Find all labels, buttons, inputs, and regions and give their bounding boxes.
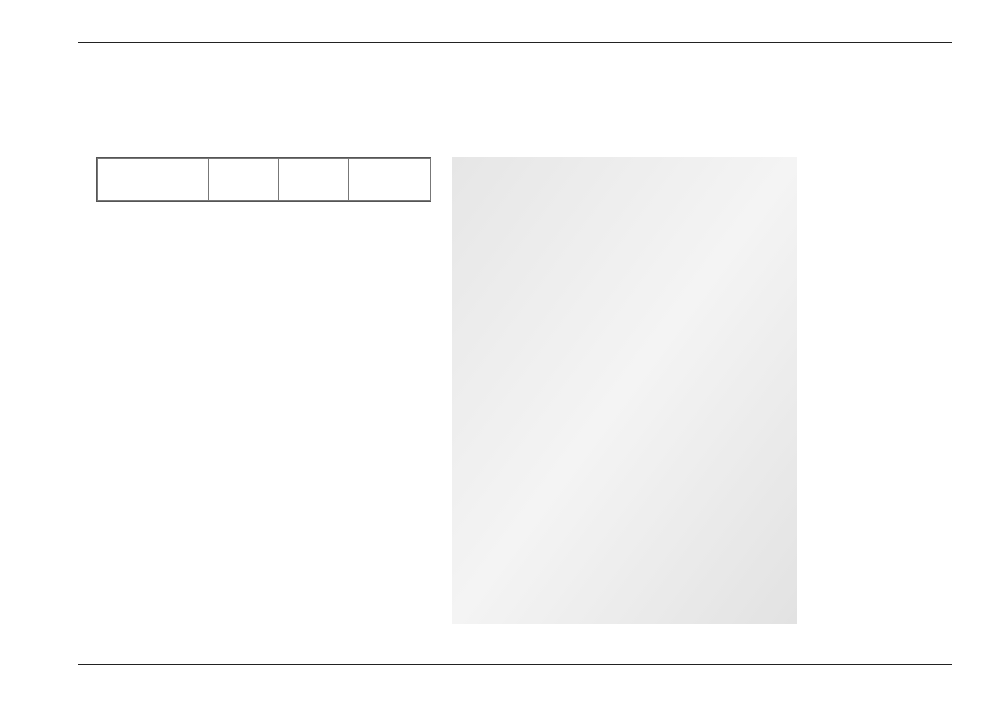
filled-survey-photo: [452, 157, 797, 624]
footer-divider: [78, 664, 952, 665]
survey-header-row: [98, 159, 431, 201]
survey-photo-drawing: [452, 157, 797, 624]
header-dont-know: [209, 159, 279, 201]
survey-table: [96, 157, 431, 202]
header-heard-term: [279, 159, 349, 201]
header-divider: [78, 42, 952, 43]
header-terms: [98, 159, 209, 201]
header-know: [349, 159, 431, 201]
